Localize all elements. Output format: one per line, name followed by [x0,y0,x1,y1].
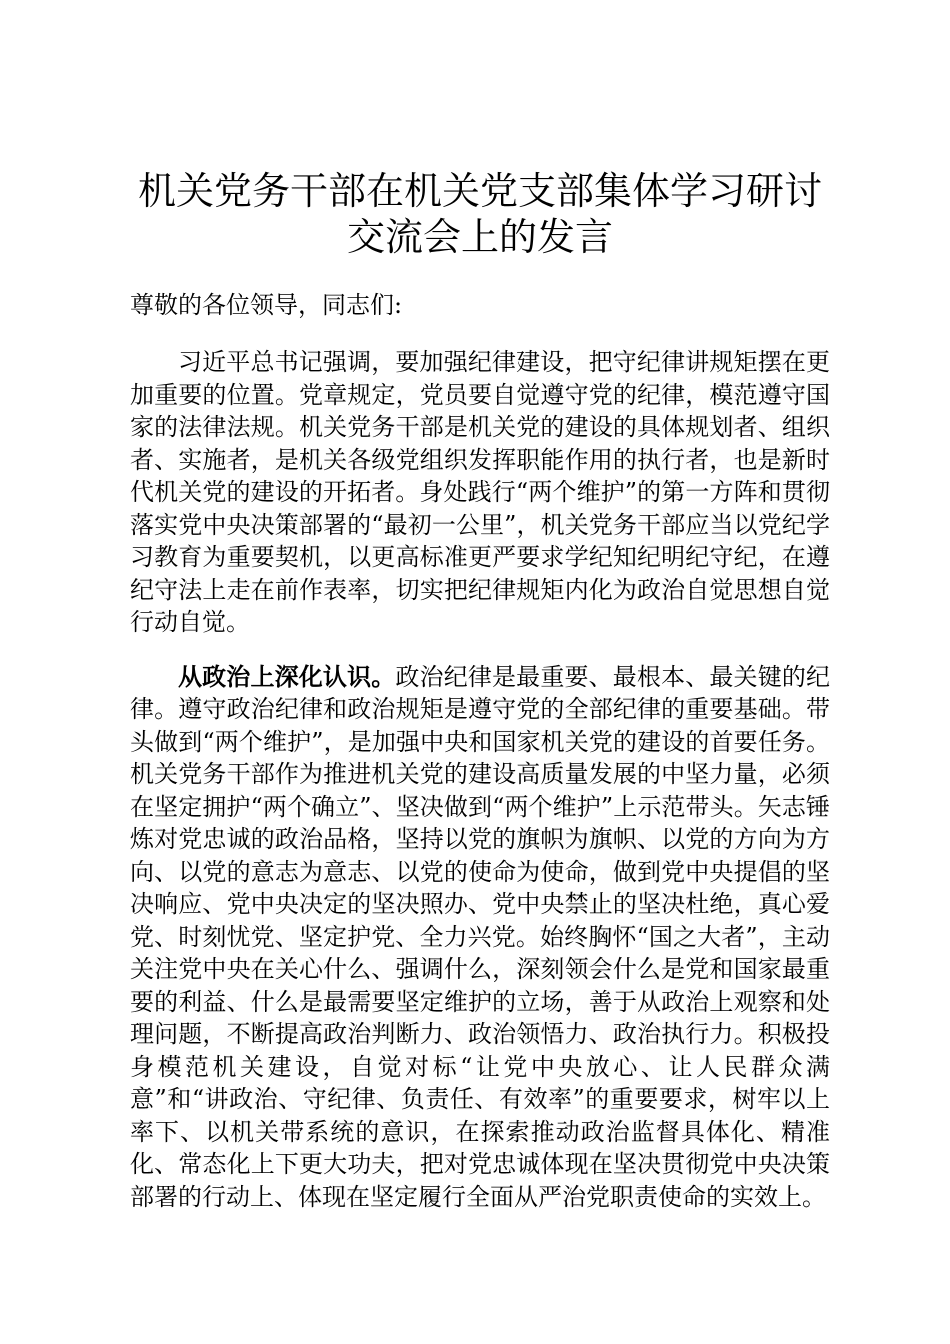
document-page [130,168,830,1213]
document-title: 机关党务干部在机关党支部集体学习研讨交流会上的发言 [137,169,822,259]
paragraph-lead-heading: 从政治上深化认识。 [178,661,396,691]
paragraph-text: 政治纪律是最重要、最根本、最关键的纪律。遵守政治纪律和政治规矩是遵守党的全部纪律的重要基础。带头做到“两个维护”，是加强中央和国家机关党的建设的首要任务。机关党务干部作为推进机关党的建设高质量发展的中坚力量，必须在坚定拥护“两个确立”、坚决做到“两个维护”上示范带头。矢志锤炼对党忠诚的政治品格，坚持以党的旗帜为旗帜、以党的方向为方向、以党的意志为意志、以党的使命为使命，做到党中央提倡的坚决响应、党中央决定的坚决照办、党中央禁止的坚决杜绝，真心爱党、时刻忧党、坚定护党、全力兴党。始终胸怀“国之大者”，主动关注党中央在关心什么、强调什么，深刻领会什么是党和国家最重要的利益、什么是最需要坚定维护的立场，善于从政治上观察和处理问题，不断提高政治判断力、政治领悟力、政治执行力。积极投身模范机关建设，自觉对标“让党中央放心、让人民群众满意”和“讲政治、守纪律、负责任、有效率”的重要要求，树牢以上率下、以机关带系统的意识，在探索推动政治监督具体化、精准化、常态化上下更大功夫，把对党忠诚体现在坚决贯彻党中央决策部署的行动上、体现在坚定履行全面从严治党职责使命的实效上。 [130,662,831,1211]
body-paragraph [130,661,830,1214]
body-paragraph [130,346,830,639]
salutation: 尊敬的各位领导，同志们: [130,291,403,319]
paragraph-text: 习近平总书记强调，要加强纪律建设，把守纪律讲规矩摆在更加重要的位置。党章规定，党员要自觉遵守党的纪律，模范遵守国家的法律法规。机关党务干部是机关党的建设的具体规划者、组织者、实施者，是机关各级党组织发挥职能作用的执行者，也是新时代机关党的建设的开拓者。身处践行“两个维护”的第一方阵和贯彻落实党中央决策部署的“最初一公里”，机关党务干部应当以党纪学习教育为重要契机，以更高标准更严要求学纪知纪明纪守纪，在遵纪守法上走在前作表率，切实把纪律规矩内化为政治自觉思想自觉行动自觉。 [130,348,830,636]
